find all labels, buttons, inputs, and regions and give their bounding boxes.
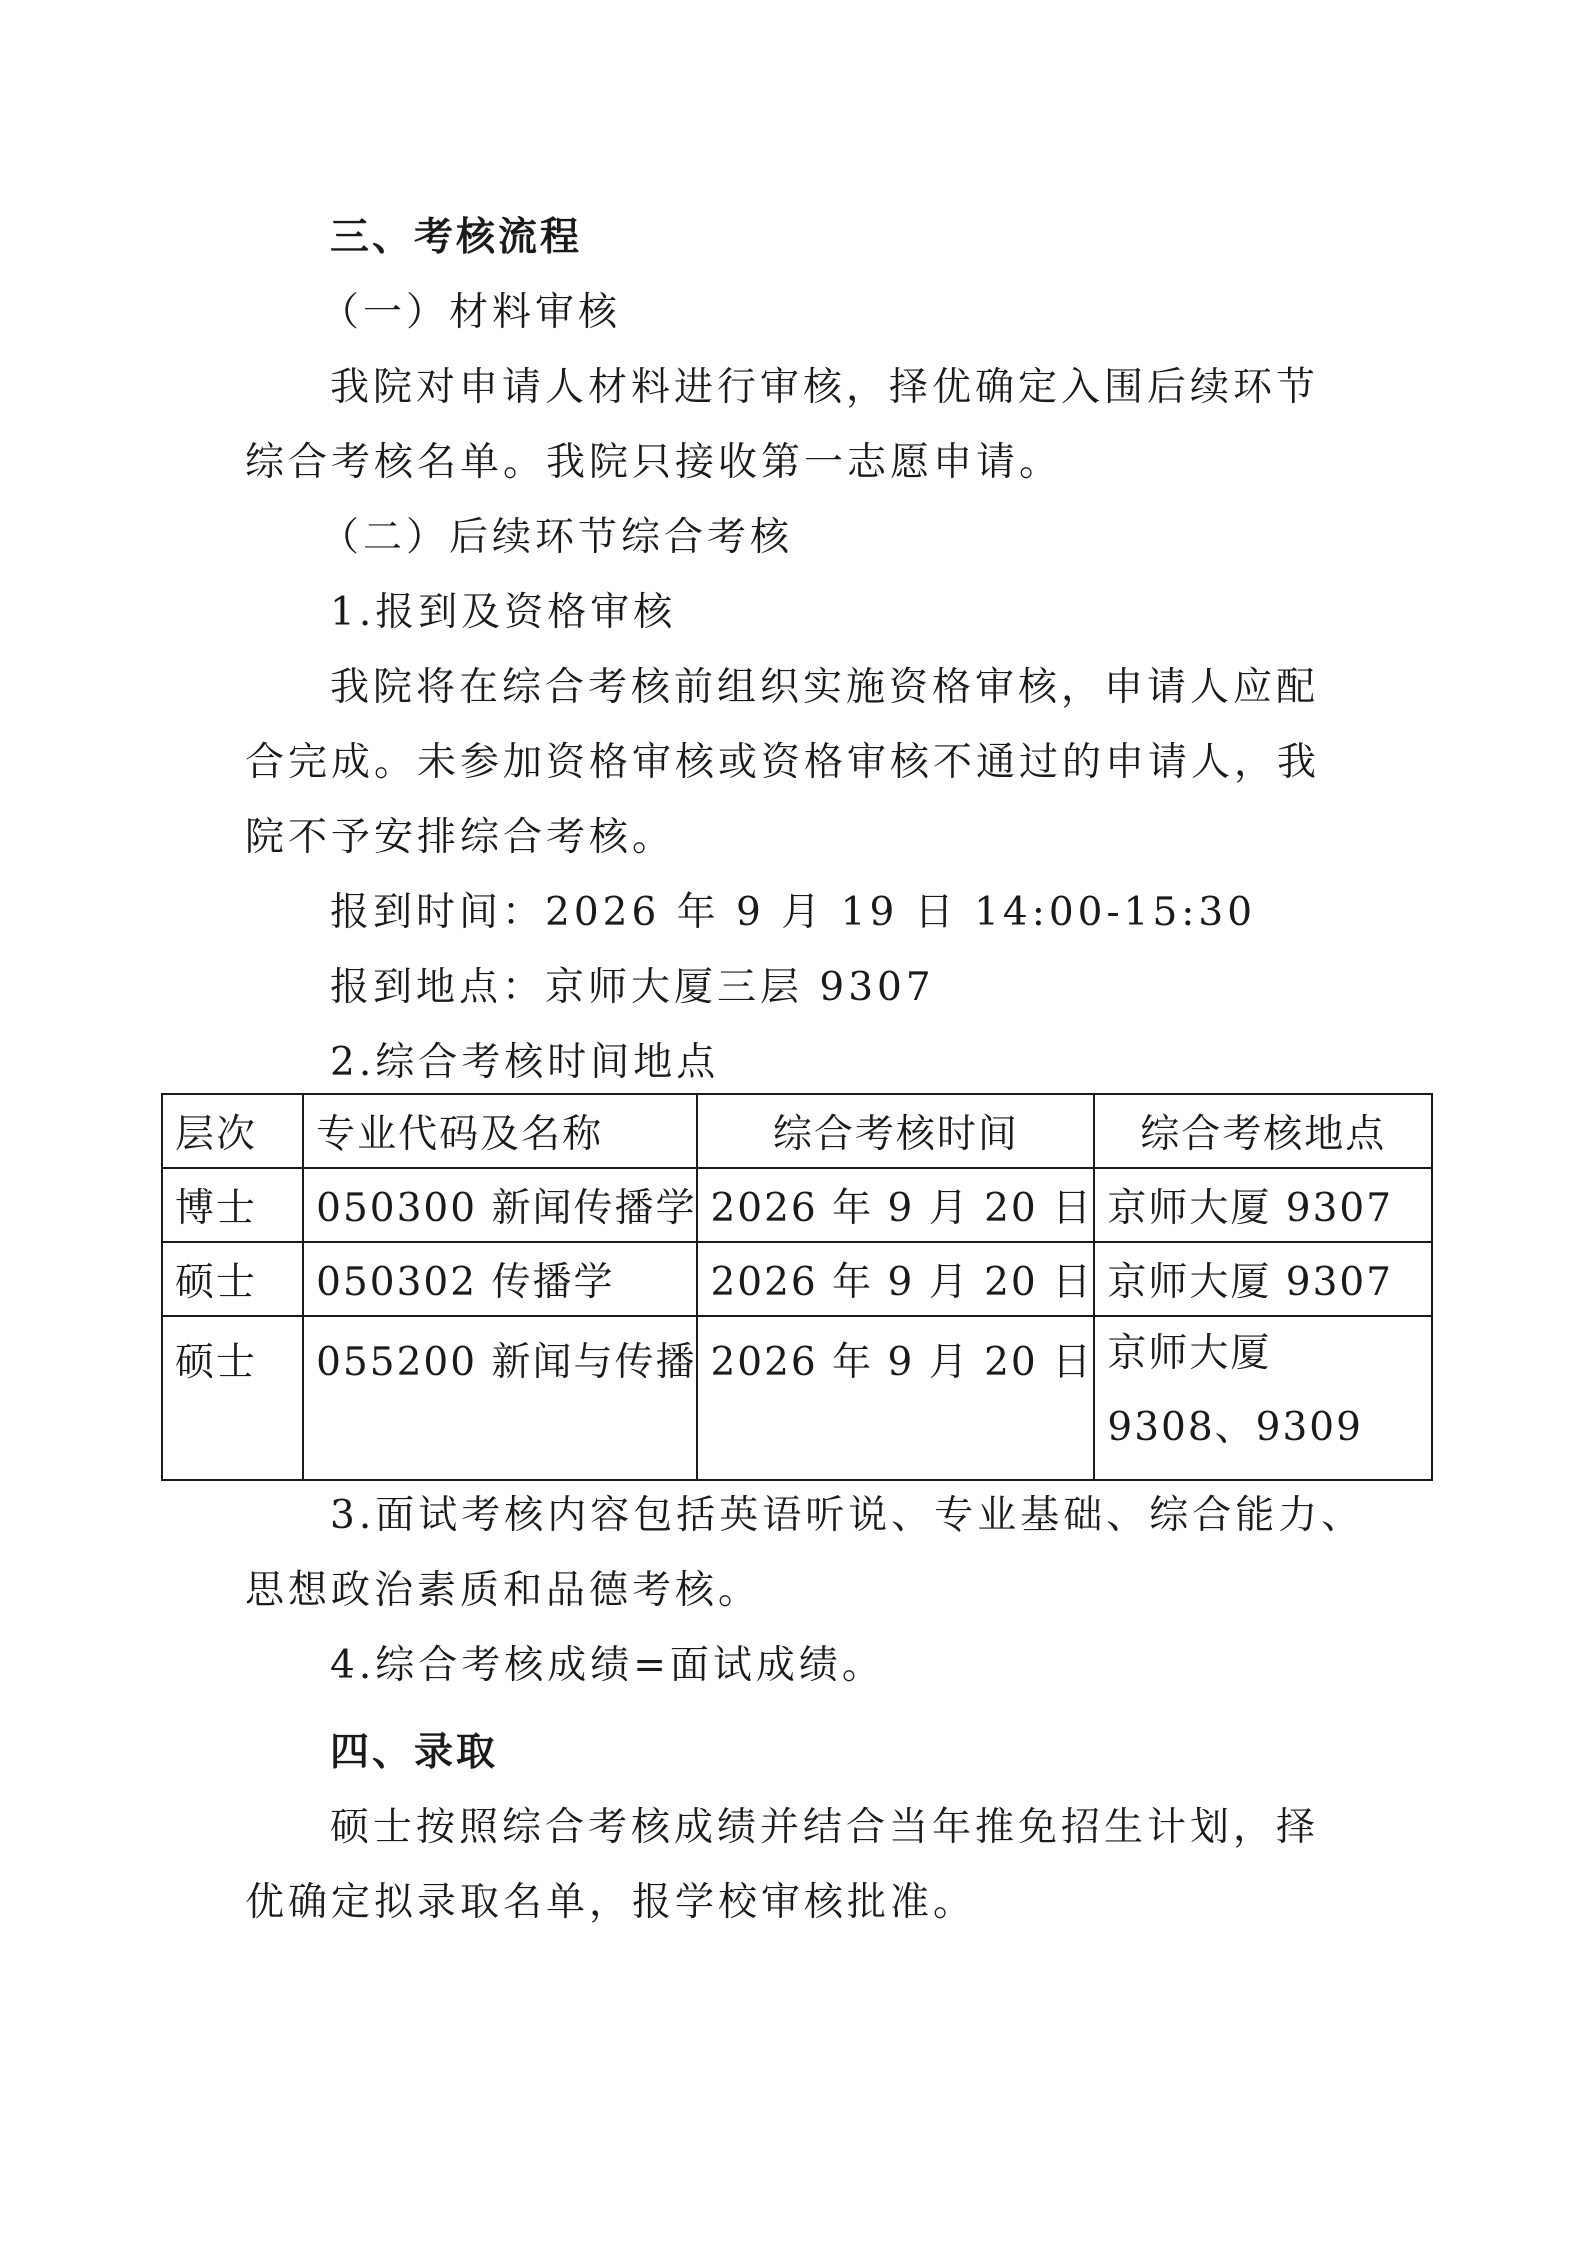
paragraph-line: 我院对申请人材料进行审核，择优确定入围后续环节 [330,365,1320,410]
item-1-title: 1.报到及资格审核 [330,590,677,635]
table-cell: 050300 新闻传播学 [303,1168,697,1242]
table-header-cell: 专业代码及名称 [303,1094,697,1168]
table-cell: 050302 传播学 [303,1242,697,1316]
table-row [162,1242,1432,1316]
table-cell: 京师大厦 9307 [1094,1242,1432,1316]
item-4: 4.综合考核成绩=面试成绩。 [330,1643,885,1688]
paragraph-line: 优确定拟录取名单，报学校审核批准。 [245,1880,977,1925]
table-header-row [162,1094,1432,1168]
table-cell: 博士 [162,1168,303,1242]
subsection-1-heading: （一）材料审核 [320,290,622,335]
paragraph-line: 院不予安排综合考核。 [245,815,676,860]
table-cell: 2026 年 9 月 20 日 [697,1316,1094,1480]
table-cell: 2026 年 9 月 20 日 [697,1168,1094,1242]
table-cell: 京师大厦 9307 [1094,1168,1432,1242]
section-4-heading: 四、录取 [330,1730,499,1775]
paragraph-line: 综合考核名单。我院只接收第一志愿申请。 [245,440,1063,485]
paragraph-line: 硕士按照综合考核成绩并结合当年推免招生计划，择 [330,1805,1320,1850]
table-cell: 硕士 [162,1242,303,1316]
report-time: 报到时间：2026 年 9 月 19 日 14:00-15:30 [330,890,1257,935]
paragraph-line: 合完成。未参加资格审核或资格审核不通过的申请人，我 [245,740,1321,785]
item-3-line: 3.面试考核内容包括英语听说、专业基础、综合能力、 [330,1493,1365,1538]
table-header-cell: 综合考核时间 [697,1094,1094,1168]
table-header-cell: 层次 [162,1094,303,1168]
report-place: 报到地点：京师大厦三层 9307 [330,965,935,1010]
table-row [162,1168,1432,1242]
table-header-cell: 综合考核地点 [1094,1094,1432,1168]
table-cell: 2026 年 9 月 20 日 [697,1242,1094,1316]
table-cell: 055200 新闻与传播 [303,1316,697,1480]
section-3-heading: 三、考核流程 [330,215,583,260]
table-cell: 硕士 [162,1316,303,1480]
paragraph-line: 我院将在综合考核前组织实施资格审核，申请人应配 [330,665,1320,710]
table-cell: 京师大厦 9308、9309 [1094,1316,1432,1480]
table-row [162,1316,1432,1480]
item-2-title: 2.综合考核时间地点 [330,1040,720,1085]
subsection-2-heading: （二）后续环节综合考核 [320,515,794,560]
item-3-line: 思想政治素质和品德考核。 [245,1568,762,1613]
exam-schedule-table [161,1093,1433,1481]
